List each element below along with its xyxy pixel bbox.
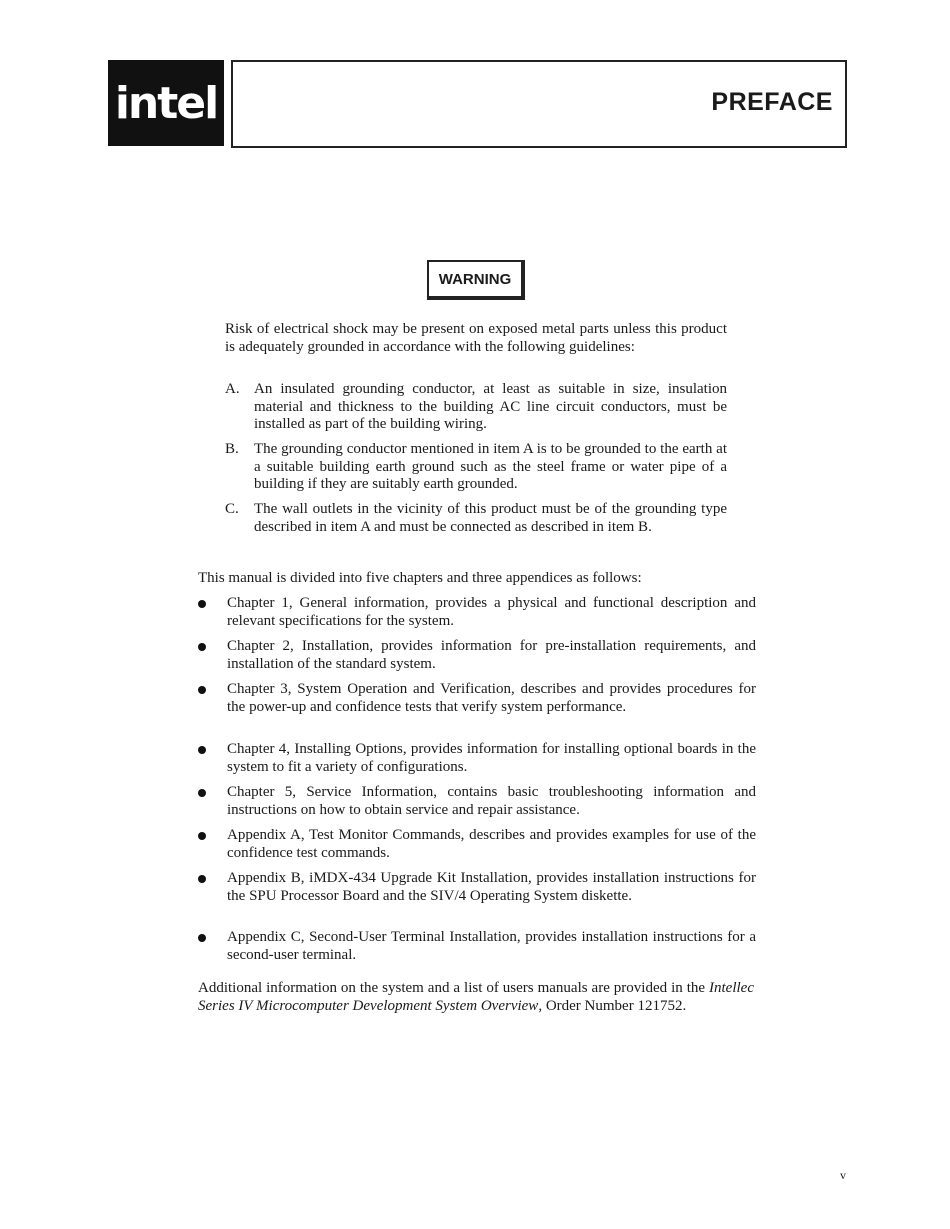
- bullet-icon: [198, 686, 206, 694]
- warning-item-text: An insulated grounding conductor, at least as suitable in size, insulation material and thickness to the building AC line circuit conductors, must be installed as part of the building wiring.: [254, 381, 727, 432]
- list-item-text: Chapter 4, Installing Options, provides information for installing optional boards in the system to fit a variety of configurations.: [227, 741, 756, 775]
- page-title: PREFACE: [711, 88, 833, 116]
- intel-logo: [108, 60, 224, 146]
- warning-badge: [427, 260, 525, 300]
- bullet-icon: [198, 875, 206, 883]
- list-item-text: Chapter 1, General information, provides a physical and functional description and relevant specifications for the system.: [227, 595, 756, 629]
- bullet-icon: [198, 600, 206, 608]
- closing-paragraph: [198, 980, 754, 1015]
- list-item-text: Chapter 5, Service Information, contains basic troubleshooting information and instructions on how to obtain service and repair assistance.: [227, 784, 756, 818]
- warning-label: WARNING: [438, 270, 512, 288]
- warning-item-label: B.: [225, 441, 239, 457]
- bullet-icon: [198, 789, 206, 797]
- list-item-text: Appendix A, Test Monitor Commands, describes and provides examples for use of the confidence test commands.: [227, 827, 756, 861]
- list-item-text: Appendix C, Second-User Terminal Installation, provides installation instructions for a second-user terminal.: [227, 929, 756, 963]
- bullet-icon: [198, 832, 206, 840]
- bullet-icon: [198, 643, 206, 651]
- chapters-intro: This manual is divided into five chapters and three appendices as follows:: [198, 570, 642, 586]
- warning-item-text: The wall outlets in the vicinity of this product must be of the grounding type described in item A and must be connected as described in item B.: [254, 501, 727, 535]
- header-box: [231, 60, 847, 148]
- warning-item-text: The grounding conductor mentioned in item A is to be grounded to the earth at a suitable building earth ground such as the steel frame or water pipe of a building if they are suitably earth grounded.: [254, 441, 727, 492]
- closing-order-number: , Order Number 121752.: [538, 997, 687, 1014]
- bullet-icon: [198, 934, 206, 942]
- list-item-text: Chapter 2, Installation, provides information for pre-installation requirements, and installation of the standard system.: [227, 638, 756, 672]
- bullet-icon: [198, 746, 206, 754]
- logo-text: intel: [114, 77, 218, 129]
- warning-item-label: A.: [225, 381, 240, 397]
- overview-manual-title: Intellec Series IV Microcomputer Development System Overview: [198, 980, 754, 1014]
- list-item-text: Appendix B, iMDX-434 Upgrade Kit Installation, provides installation instructions for the SPU Processor Board and the SIV/4 Operating System diskette.: [227, 870, 756, 904]
- page-number: v: [840, 1168, 846, 1182]
- warning-intro: Risk of electrical shock may be present on exposed metal parts unless this product is adequately grounded in accordance with the following guidelines:: [225, 321, 727, 355]
- warning-item-label: C.: [225, 501, 239, 517]
- closing-text: Additional information on the system and a list of users manuals are provided in the: [198, 980, 710, 996]
- list-item-text: Chapter 3, System Operation and Verification, describes and provides procedures for the power-up and confidence tests that verify system performance.: [227, 681, 756, 715]
